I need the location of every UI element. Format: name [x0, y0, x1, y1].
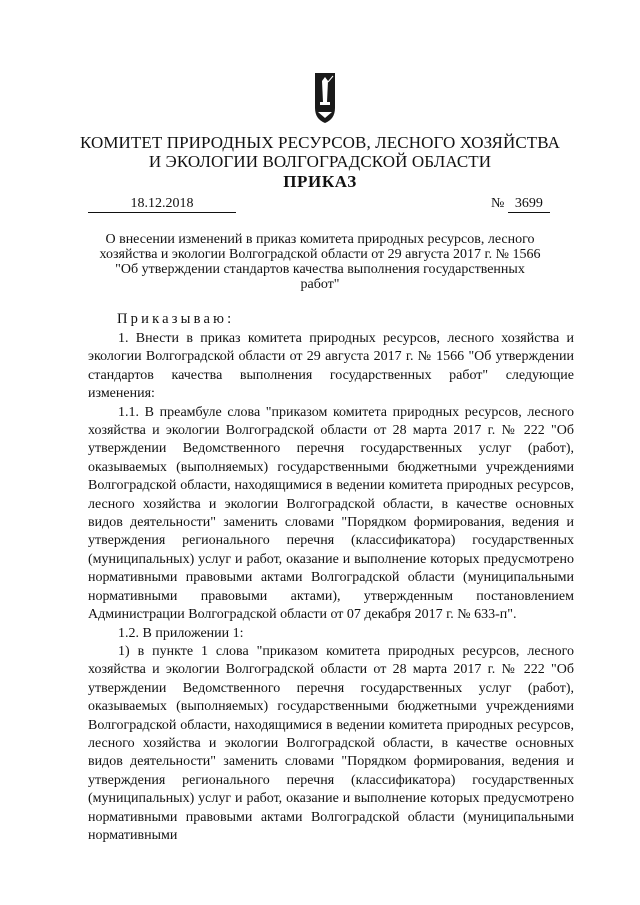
paragraph-1-1: 1.1. В преамбуле слова "приказом комитета природных ресурсов, лесного хозяйства и экологии Волгоградской области от 28 марта 2017 г. № 222 "Об утверждении Ведомственного перечня государственных услуг (работ), оказываемых (выполняемых) государственными бюджетными учреждениями Волгоградской области, находящимися в ведении комитета природных ресурсов, лесного хозяйства и экологии Волгоградской области, в качестве основных видов деятельности" заменить словами "Порядком формирования, ведения и утверждения регионального перечня (классификатора) государственных (муниципальных) услуг и работ, оказание и выполнение которых предусмотрено нормативными правовыми актами Волгоградской области (муниципальными нормативными правовыми актами), утвержденным постановлением Администрации Волгоградской области от 07 декабря 2017 г. № 633-п". [88, 404, 574, 623]
organization-name [0, 133, 640, 171]
document-subject [90, 232, 550, 292]
subject-line-1: О внесении изменений в приказ комитета природных ресурсов, лесного [105, 232, 535, 247]
document-type: ПРИКАЗ [283, 172, 357, 191]
document-body [88, 330, 574, 845]
document-number: 3699 [508, 196, 550, 213]
number-prefix: № [491, 196, 505, 211]
document-date-field [88, 196, 236, 213]
document-number-field [491, 196, 550, 213]
coat-of-arms-icon [314, 72, 336, 124]
subject-line-3: "Об утверждении стандартов качества выполнения государственных [115, 262, 525, 277]
document-date: 18.12.2018 [88, 196, 236, 213]
paragraph-1-2: 1.2. В приложении 1: [118, 625, 244, 641]
paragraph-1: 1. Внести в приказ комитета природных ресурсов, лесного хозяйства и экологии Волгоградской области от 29 августа 2017 г. № 1566 "Об утверждении стандартов качества выполнения государственных работ" следующие изменения: [88, 331, 574, 402]
organization-line-1: КОМИТЕТ ПРИРОДНЫХ РЕСУРСОВ, ЛЕСНОГО ХОЗЯЙСТВА [79, 133, 561, 152]
order-word: Приказываю: [117, 311, 235, 327]
paragraph-1-2-1: 1) в пункте 1 слова "приказом комитета природных ресурсов, лесного хозяйства и экологии Волгоградской области от 28 марта 2017 г. № 222 "Об утверждении Ведомственного перечня государственных услуг (работ), оказываемых (выполняемых) государственными бюджетными учреждениями Волгоградской области, находящимися в ведении комитета природных ресурсов, лесного хозяйства и экологии Волгоградской области, в качестве основных видов деятельности" заменить словами "Порядком формирования, ведения и утверждения регионального перечня (классификатора) государственных (муниципальных) услуг и работ, оказание и выполнение которых предусмотрено нормативными правовыми актами Волгоградской области (муниципальными нормативными [88, 643, 574, 843]
subject-line-2: хозяйства и экологии Волгоградской области от 29 августа 2017 г. № 1566 [99, 247, 541, 262]
subject-line-4: работ" [300, 277, 340, 292]
organization-line-2: И ЭКОЛОГИИ ВОЛГОГРАДСКОЙ ОБЛАСТИ [148, 152, 492, 171]
